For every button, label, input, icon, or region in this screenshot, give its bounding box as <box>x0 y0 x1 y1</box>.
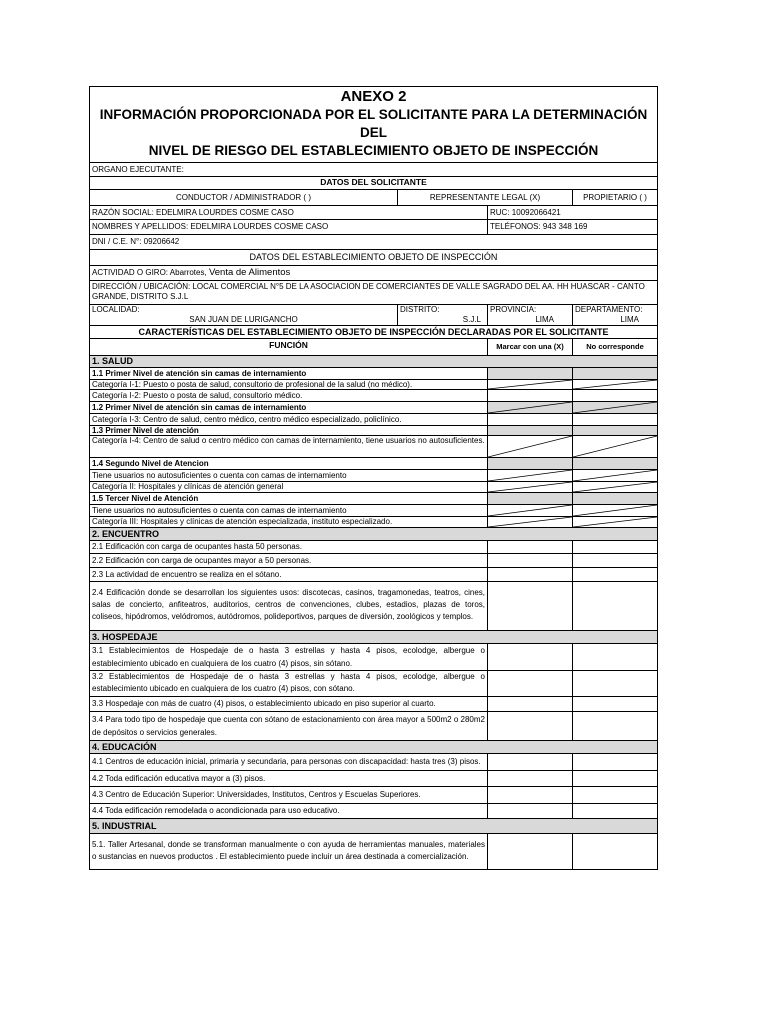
category-label: 2.3 La actividad de encuentro se realiza en el sótano. <box>90 568 488 581</box>
no-corresponde-cell[interactable] <box>573 671 657 696</box>
strike-line-icon <box>488 517 572 527</box>
section-row <box>89 631 658 644</box>
representante-option: REPRESENTANTE LEGAL (X) <box>398 190 573 205</box>
marcar-cell[interactable] <box>488 390 573 401</box>
provincia-value: LIMA <box>535 315 554 324</box>
form-subtitle-line-1: INFORMACIÓN PROPORCIONADA POR EL SOLICITANTE PARA LA DETERMINACIÓN DEL <box>99 107 648 140</box>
section-salud: 1. SALUD <box>92 356 134 366</box>
strike-line-icon <box>488 380 572 389</box>
table-row <box>89 414 658 426</box>
strike-line <box>573 436 657 457</box>
marcar-cell[interactable] <box>488 470 573 481</box>
table-row <box>89 671 658 697</box>
category-label: Categoría I-4: Centro de salud o centro médico con camas de internamiento, tiene usuarios no autosuficientes. <box>90 436 488 457</box>
category-label: Tiene usuarios no autosuficientes o cuenta con camas de internamiento <box>90 470 488 481</box>
category-label: 5.1. Taller Artesanal, donde se transforman manualmente o con ayuda de herramientas manuales, materiales o sustancias en nuevos productos . El establecimiento puede incluir un área destinada a comercialización. <box>90 834 488 869</box>
table-row <box>89 426 658 436</box>
strike-line-icon <box>488 436 572 457</box>
strike-line-icon <box>488 505 572 516</box>
category-label: 3.3 Hospedaje con más de cuatro (4) pisos, o establecimiento ubicado en piso superior al cuarto. <box>90 697 488 711</box>
no-corresponde-cell[interactable] <box>573 644 657 670</box>
strike-line <box>573 380 657 389</box>
no-corresponde-cell[interactable] <box>573 458 657 469</box>
category-label: 3.1 Establecimientos de Hospedaje de o hasta 3 estrellas y hasta 4 pisos, ecolodge, albergue o establecimiento ubicado en cualquiera de los cuatro (4) pisos, sin sótano. <box>90 644 488 670</box>
marcar-cell[interactable] <box>488 505 573 516</box>
section-educacion: 4. EDUCACIÓN <box>92 742 157 752</box>
marcar-cell[interactable] <box>488 436 573 457</box>
table-row <box>89 517 658 528</box>
funcion-column-header: FUNCIÓN <box>90 339 488 355</box>
table-row <box>89 568 658 582</box>
no-corresponde-cell[interactable] <box>573 771 657 786</box>
category-label: Tiene usuarios no autosuficientes o cuenta con camas de internamiento <box>90 505 488 516</box>
caracteristicas-header <box>89 326 658 339</box>
table-row <box>89 436 658 458</box>
annex-form <box>89 86 658 870</box>
actividad-row <box>89 266 658 281</box>
strike-line <box>488 470 572 481</box>
strike-line-icon <box>488 482 572 492</box>
table-row <box>89 644 658 671</box>
direccion-row <box>89 281 658 305</box>
strike-line-icon <box>573 482 657 492</box>
marcar-cell[interactable] <box>488 368 573 379</box>
strike-line-icon <box>573 505 657 516</box>
telefonos-field: TELÉFONOS: 943 348 169 <box>490 222 588 231</box>
strike-line <box>573 517 657 527</box>
table-row <box>89 368 658 380</box>
table-row <box>89 380 658 390</box>
table-row <box>89 554 658 568</box>
strike-line <box>488 436 572 457</box>
table-row <box>89 787 658 804</box>
no-corresponde-cell[interactable] <box>573 541 657 553</box>
solicitante-header-label: DATOS DEL SOLICITANTE <box>320 177 427 187</box>
strike-line <box>488 505 572 516</box>
actividad-label: ACTIVIDAD O GIRO: Abarrotes, <box>92 268 207 277</box>
no-corresponde-cell[interactable] <box>573 517 657 527</box>
marcar-cell[interactable] <box>488 482 573 492</box>
strike-line <box>573 482 657 492</box>
strike-line-icon <box>573 470 657 481</box>
marcar-cell[interactable] <box>488 582 573 630</box>
strike-line-icon <box>573 402 657 413</box>
category-label: Categoría II: Hospitales y clínicas de atención general <box>90 482 488 492</box>
marcar-cell[interactable] <box>488 754 573 770</box>
propietario-option: PROPIETARIO ( ) <box>583 193 647 202</box>
annex-title: ANEXO 2 <box>340 88 407 105</box>
table-row <box>89 390 658 402</box>
nombres-field: NOMBRES Y APELLIDOS: EDELMIRA LOURDES COSME CASO <box>90 220 488 234</box>
category-label: Categoría I-2: Puesto o posta de salud, consultorio médico. <box>90 390 488 401</box>
organo-label: ORGANO EJECUTANTE: <box>92 165 184 174</box>
no-corresponde-cell[interactable] <box>573 554 657 567</box>
marcar-cell[interactable] <box>488 541 573 553</box>
table-row <box>89 582 658 631</box>
category-table <box>89 356 658 870</box>
table-row <box>89 505 658 517</box>
no-corresponde-cell[interactable] <box>573 568 657 581</box>
table-row <box>89 754 658 771</box>
category-label: 3.2 Establecimientos de Hospedaje de o hasta 3 estrellas y hasta 4 pisos, ecolodge, albergue o establecimiento ubicado en cualquiera de los cuatro (4) pisos, con sótano. <box>90 671 488 696</box>
marcar-cell[interactable] <box>488 644 573 670</box>
establecimiento-header <box>89 250 658 266</box>
table-row <box>89 834 658 870</box>
category-label: 4.1 Centros de educación inicial, primaria y secundaria, para personas con discapacidad: hasta tres (3) pisos. <box>90 754 488 770</box>
marcar-column-header: Marcar con una (X) <box>488 339 573 355</box>
no-corresponde-cell[interactable] <box>573 697 657 711</box>
marcar-cell[interactable] <box>488 402 573 413</box>
marcar-cell[interactable] <box>488 804 573 818</box>
no-corresponde-cell[interactable] <box>573 582 657 630</box>
subsection-label: 1.4 Segundo Nivel de Atencion <box>90 458 488 469</box>
subsection-label: 1.5 Tercer Nivel de Atención <box>90 493 488 504</box>
marcar-cell[interactable] <box>488 834 573 869</box>
section-encuentro: 2. ENCUENTRO <box>92 529 160 539</box>
no-corresponde-cell[interactable] <box>573 834 657 869</box>
ruc-field: RUC: 10092066421 <box>490 208 561 217</box>
category-label: 2.2 Edificación con carga de ocupantes mayor a 50 personas. <box>90 554 488 567</box>
section-row <box>89 741 658 754</box>
category-label: Categoría I-3: Centro de salud, centro médico, centro médico especializado, policlínico. <box>90 414 488 425</box>
no-corresponde-column-header: No corresponde <box>586 342 644 351</box>
category-label: 3.4 Para todo tipo de hospedaje que cuenta con sótano de estacionamiento con área mayor a 500m2 o 280m2 de depósitos o servicios generales. <box>90 712 488 740</box>
no-corresponde-cell[interactable] <box>573 390 657 401</box>
no-corresponde-cell[interactable] <box>573 754 657 770</box>
section-row <box>89 528 658 541</box>
no-corresponde-cell[interactable] <box>573 505 657 516</box>
provincia-label: PROVINCIA: <box>490 305 537 314</box>
subsection-label: 1.1 Primer Nivel de atención sin camas de internamiento <box>90 368 488 379</box>
dni-field: DNI / C.E. N°: 09206642 <box>92 237 180 246</box>
section-hospedaje: 3. HOSPEDAJE <box>92 632 158 642</box>
category-label: Categoría I-1: Puesto o posta de salud, consultorio de profesional de la salud (no médico). <box>90 380 488 389</box>
section-row <box>89 819 658 834</box>
marcar-cell[interactable] <box>488 517 573 527</box>
localidad-row <box>89 305 658 326</box>
table-row <box>89 402 658 414</box>
strike-line-icon <box>573 380 657 389</box>
strike-line-icon <box>573 517 657 527</box>
strike-line <box>488 482 572 492</box>
category-label: 2.1 Edificación con carga de ocupantes hasta 50 personas. <box>90 541 488 553</box>
marcar-cell[interactable] <box>488 568 573 581</box>
departamento-cell <box>573 305 657 325</box>
departamento-value: LIMA <box>620 315 639 324</box>
razon-social-field: RAZÓN SOCIAL: EDELMIRA LOURDES COSME CASO <box>90 206 488 219</box>
actividad-field <box>90 266 657 280</box>
table-row <box>89 697 658 712</box>
no-corresponde-cell[interactable] <box>573 804 657 818</box>
localidad-cell <box>90 305 398 325</box>
nombres-row <box>89 220 658 235</box>
strike-line <box>573 505 657 516</box>
marcar-cell[interactable] <box>488 414 573 425</box>
no-corresponde-cell[interactable] <box>573 426 657 435</box>
distrito-value: S.J.L <box>462 315 481 324</box>
strike-line-icon <box>573 436 657 457</box>
section-industrial: 5. INDUSTRIAL <box>92 821 157 831</box>
section-row <box>89 356 658 368</box>
no-corresponde-cell[interactable] <box>573 380 657 389</box>
solicitante-header <box>89 177 658 190</box>
dni-row <box>89 235 658 250</box>
marcar-cell[interactable] <box>488 493 573 504</box>
strike-line-icon <box>488 402 572 413</box>
no-corresponde-cell[interactable] <box>573 470 657 481</box>
category-label: 4.2 Toda edificación educativa mayor a (3) pisos. <box>90 771 488 786</box>
marcar-cell[interactable] <box>488 426 573 435</box>
localidad-label: LOCALIDAD: <box>92 305 140 314</box>
no-corresponde-cell[interactable] <box>573 482 657 492</box>
conductor-option: CONDUCTOR / ADMINISTRADOR ( ) <box>90 190 398 205</box>
no-corresponde-cell[interactable] <box>573 787 657 803</box>
subsection-label: 1.3 Primer Nivel de atención <box>90 426 488 435</box>
strike-line <box>573 402 657 413</box>
form-subtitle-line-2: NIVEL DE RIESGO DEL ESTABLECIMIENTO OBJETO DE INSPECCIÓN <box>148 143 599 158</box>
razon-row <box>89 206 658 220</box>
strike-line <box>573 470 657 481</box>
table-row <box>89 493 658 505</box>
marcar-cell[interactable] <box>488 458 573 469</box>
category-label: Categoría III: Hospitales y clínicas de atención especializada, instituto especializado. <box>90 517 488 527</box>
strike-line-icon <box>488 470 572 481</box>
provincia-cell <box>488 305 573 325</box>
marcar-cell[interactable] <box>488 712 573 740</box>
organo-row <box>89 163 658 177</box>
distrito-label: DISTRITO: <box>400 305 440 314</box>
localidad-value: SAN JUAN DE LURIGANCHO <box>189 315 298 324</box>
direccion-field: DIRECCIÓN / UBICACIÓN: LOCAL COMERCIAL N°5 DE LA ASOCIACION DE COMERCIANTES DE VALLE SAGRADO DEL AA. HH HUASCAR - CANTO GRANDE, DISTRITO S.J.L <box>92 282 645 301</box>
strike-line <box>488 380 572 389</box>
departamento-label: DEPARTAMENTO: <box>575 305 643 314</box>
table-row <box>89 470 658 482</box>
actividad-value: Venta de Alimentos <box>208 267 291 278</box>
category-label: 2.4 Edificación donde se desarrollan los siguientes usos: discotecas, casinos, tragamonedas, teatros, cines, salas de concierto, anfiteatros, auditorios, centros de convenciones, clubes, estadios, plazas de toros, coliseos, hipódromos, velódromos, autódromos, polideportivos, parques de diversión, zoológicos y templos. <box>90 582 488 630</box>
marcar-cell[interactable] <box>488 697 573 711</box>
table-row <box>89 458 658 470</box>
strike-line <box>488 517 572 527</box>
function-header-row <box>89 339 658 356</box>
marcar-cell[interactable] <box>488 771 573 786</box>
distrito-cell <box>398 305 488 325</box>
no-corresponde-cell[interactable] <box>573 436 657 457</box>
category-label: 4.3 Centro de Educación Superior: Universidades, Institutos, Centros y Escuelas Superiores. <box>90 787 488 803</box>
role-row <box>89 190 658 206</box>
no-corresponde-cell[interactable] <box>573 368 657 379</box>
marcar-cell[interactable] <box>488 380 573 389</box>
table-row <box>89 804 658 819</box>
caracteristicas-header-label: CARACTERÍSTICAS DEL ESTABLECIMIENTO OBJETO DE INSPECCIÓN DECLARADAS POR EL SOLICITANTE <box>138 327 609 337</box>
establecimiento-header-label: DATOS DEL ESTABLECIMIENTO OBJETO DE INSPECCIÓN <box>249 252 498 262</box>
marcar-cell[interactable] <box>488 671 573 696</box>
no-corresponde-cell[interactable] <box>573 414 657 425</box>
table-row <box>89 541 658 554</box>
no-corresponde-cell[interactable] <box>573 402 657 413</box>
no-corresponde-cell[interactable] <box>573 493 657 504</box>
category-label: 4.4 Toda edificación remodelada o acondicionada para uso educativo. <box>90 804 488 818</box>
marcar-cell[interactable] <box>488 554 573 567</box>
strike-line <box>488 402 572 413</box>
title-block <box>89 86 658 163</box>
no-corresponde-cell[interactable] <box>573 712 657 740</box>
table-row <box>89 712 658 741</box>
marcar-cell[interactable] <box>488 787 573 803</box>
table-row <box>89 482 658 493</box>
table-row <box>89 771 658 787</box>
subsection-label: 1.2 Primer Nivel de atención sin camas de internamiento <box>90 402 488 413</box>
